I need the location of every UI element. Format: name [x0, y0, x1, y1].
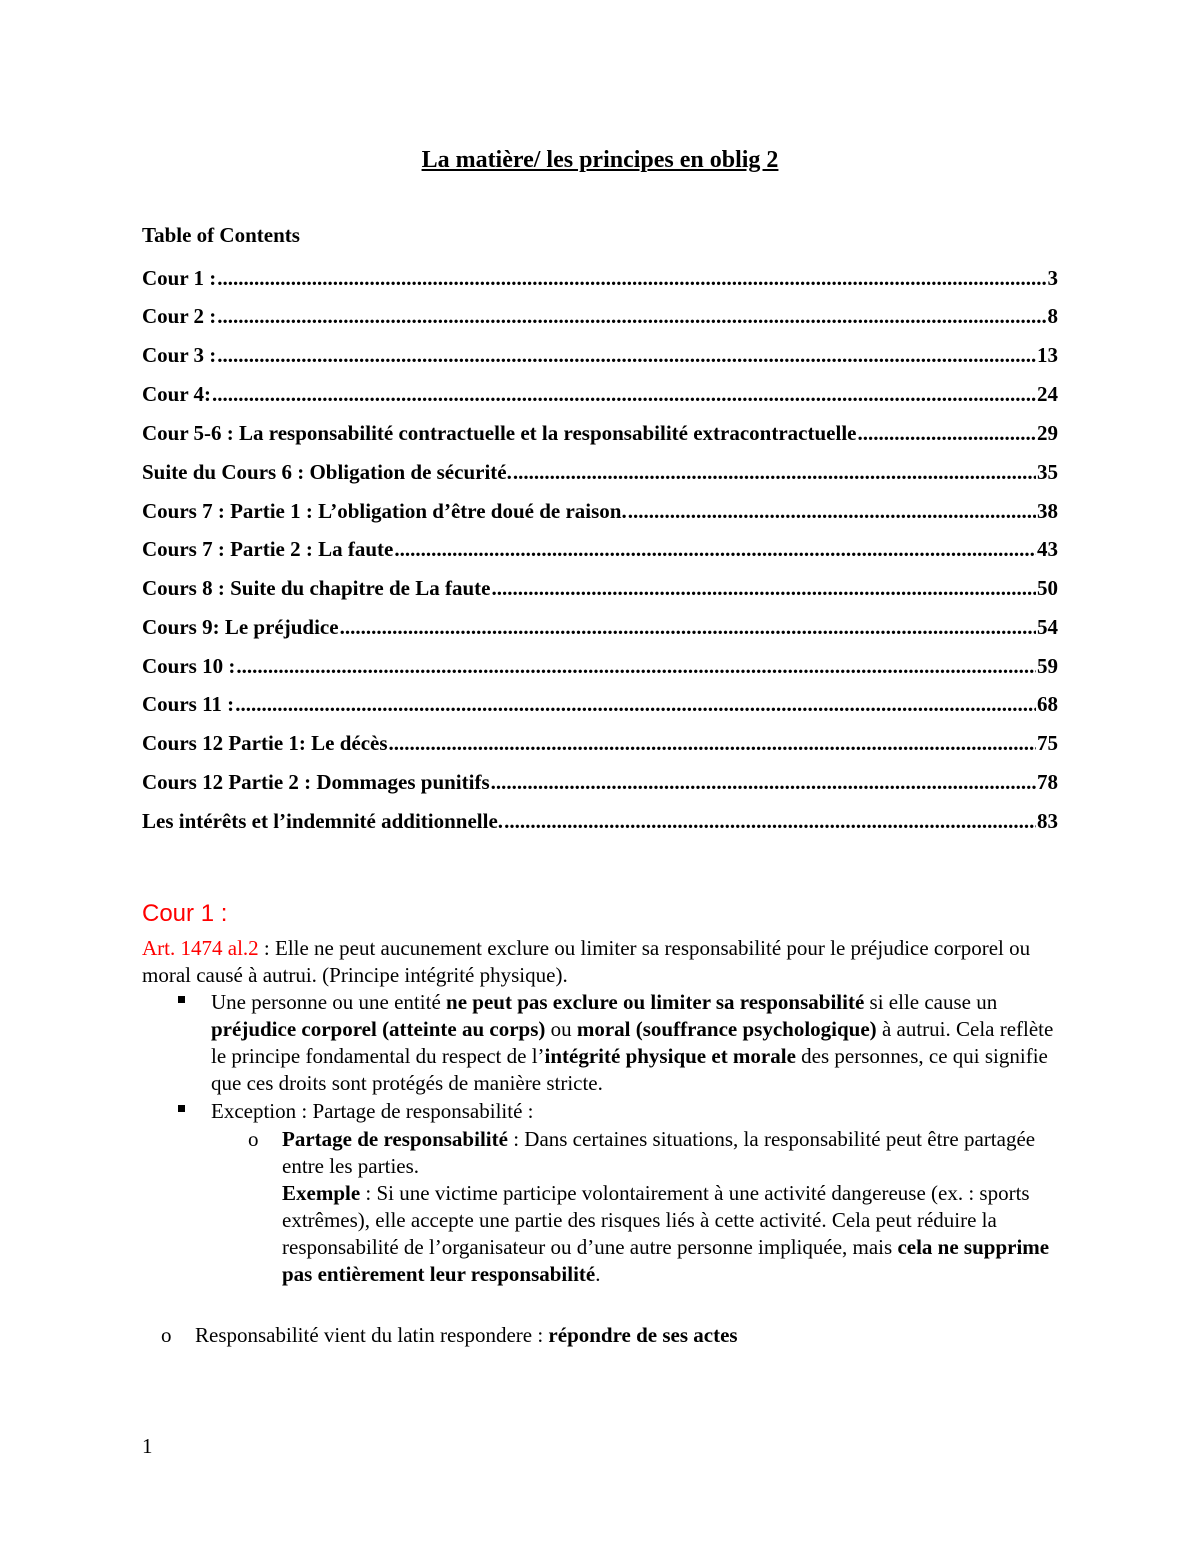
toc-entry[interactable]	[142, 497, 1058, 525]
toc-entry-label: Cours 12 Partie 1: Le décès	[142, 731, 388, 755]
toc-entry-label: Cours 10 :	[142, 654, 236, 678]
toc-entry[interactable]	[142, 264, 1058, 292]
toc-entry-page: 43	[1037, 537, 1058, 561]
toc-leader-dots	[504, 807, 1036, 835]
bullet-text: : Si une victime participe volontairement à une activité dangereuse (ex. : sports extrêmes), elle accepte une partie des risques liés à cette activité. Cela peut réduire la responsabilité de l’organisateur ou d’une autre personne impliquée, mais	[282, 1181, 1030, 1259]
square-bullet-icon	[178, 996, 185, 1003]
toc-entry-page: 35	[1037, 460, 1058, 484]
toc-leader-dots	[491, 574, 1036, 602]
article-paragraph	[142, 935, 1062, 989]
circle-bullet-icon: o	[161, 1323, 172, 1347]
toc-entry-label: Cour 4:	[142, 382, 212, 406]
toc-leader-dots	[857, 419, 1036, 447]
bullet-bold-text: intégrité physique et morale	[544, 1044, 796, 1068]
bullet-bold-text: cela ne supprime pas entièrement leur responsabilité	[282, 1235, 1050, 1286]
toc-entry[interactable]	[142, 302, 1058, 330]
bullet-paragraph: Exception : Partage de responsabilité :	[211, 1099, 534, 1123]
page-number: 1	[142, 1434, 153, 1458]
toc-entry[interactable]	[142, 613, 1058, 641]
bullet-text: Une personne ou une entité	[211, 990, 447, 1014]
toc-leader-dots	[491, 768, 1036, 796]
sub-bullet-paragraph	[282, 1126, 1072, 1288]
toc-entry-label: Les intérêts et l’indemnité additionnelle.	[142, 809, 504, 833]
toc-entry-page: 13	[1037, 343, 1058, 367]
bullet-bold-text: répondre de ses actes	[548, 1323, 738, 1347]
toc-entry-page: 38	[1037, 499, 1058, 523]
toc-leader-dots	[235, 690, 1036, 718]
toc-entry[interactable]	[142, 729, 1058, 757]
bullet-text: .	[595, 1262, 601, 1286]
toc-leader-dots	[513, 458, 1036, 486]
toc-leader-dots	[340, 613, 1036, 641]
toc-entry-page: 68	[1037, 692, 1058, 716]
toc-entry-page: 54	[1037, 615, 1058, 639]
toc-leader-dots	[389, 729, 1036, 757]
bullet-text: si elle cause un	[864, 990, 998, 1014]
toc-entry-label: Cours 9: Le préjudice	[142, 615, 339, 639]
toc-entry-label: Cours 12 Partie 2 : Dommages punitifs	[142, 770, 490, 794]
toc-entry-label: Cours 7 : Partie 2 : La faute	[142, 537, 394, 561]
bullet-bold-text: ne peut pas exclure ou limiter sa responsabilité	[446, 990, 865, 1014]
toc-heading: Table of Contents	[142, 223, 300, 247]
square-bullet-icon	[178, 1105, 185, 1112]
toc-entry-label: Cours 11 :	[142, 692, 235, 716]
circle-bullet-icon: o	[248, 1127, 259, 1151]
toc-entry-page: 29	[1037, 421, 1058, 445]
article-text: : Elle ne peut aucunement exclure ou limiter sa responsabilité pour le préjudice corporel ou moral causé à autrui. (Principe intégrité physique).	[142, 936, 1031, 987]
toc-leader-dots	[217, 264, 1046, 292]
toc-entry[interactable]	[142, 652, 1058, 680]
toc-entry-page: 78	[1037, 770, 1058, 794]
bullet-paragraph	[211, 989, 1061, 1097]
toc-entry-label: Cour 2 :	[142, 304, 217, 328]
toc-leader-dots	[628, 497, 1036, 525]
toc-leader-dots	[212, 380, 1036, 408]
toc-entry-page: 3	[1047, 266, 1058, 290]
toc-entry[interactable]	[142, 380, 1058, 408]
toc-entry-label: Cour 1 :	[142, 266, 217, 290]
toc-entry-label: Cour 3 :	[142, 343, 217, 367]
toc-entry[interactable]	[142, 690, 1058, 718]
section-heading: Cour 1 :	[142, 900, 228, 927]
toc-leader-dots	[217, 302, 1046, 330]
toc-entry[interactable]	[142, 341, 1058, 369]
article-reference: Art. 1474 al.2	[142, 936, 259, 960]
toc-leader-dots	[394, 535, 1036, 563]
toc-entry[interactable]	[142, 768, 1058, 796]
toc-entry-label: Suite du Cours 6 : Obligation de sécurité.	[142, 460, 512, 484]
toc-entry-page: 24	[1037, 382, 1058, 406]
bullet-text: : Dans certaines situations, la responsabilité peut être partagée entre les parties.	[282, 1127, 1036, 1178]
toc-entry-page: 50	[1037, 576, 1058, 600]
toc-entry-page: 75	[1037, 731, 1058, 755]
toc-entry[interactable]	[142, 807, 1058, 835]
toc-entry-label: Cour 5-6 : La responsabilité contractuelle et la responsabilité extracontractuelle	[142, 421, 857, 445]
bullet-text: des personnes, ce qui signifie que ces droits sont protégés de manière stricte.	[211, 1044, 1048, 1095]
toc-entry[interactable]	[142, 419, 1058, 447]
bullet-bold-text: préjudice corporel (atteinte au corps)	[211, 1017, 546, 1041]
toc-entry-page: 8	[1047, 304, 1058, 328]
bullet-text: à autrui. Cela reflète le principe fondamental du respect de l’	[211, 1017, 1054, 1068]
toc-entry-label: Cours 7 : Partie 1 : L’obligation d’être doué de raison.	[142, 499, 627, 523]
bullet-bold-text: Exemple	[282, 1181, 361, 1205]
bullet-bold-text: moral (souffrance psychologique)	[576, 1017, 877, 1041]
toc-entry-page: 59	[1037, 654, 1058, 678]
bullet-text: Responsabilité vient du latin respondere :	[195, 1323, 549, 1347]
bullet-text: ou	[545, 1017, 577, 1041]
bullet-bold-text: Partage de responsabilité	[282, 1127, 508, 1151]
toc-entry[interactable]	[142, 574, 1058, 602]
document-title: La matière/ les principes en oblig 2	[421, 147, 779, 173]
toc-entry-page: 83	[1037, 809, 1058, 833]
toc-entry[interactable]	[142, 535, 1058, 563]
bullet-paragraph	[195, 1322, 1055, 1349]
toc-entry-label: Cours 8 : Suite du chapitre de La faute	[142, 576, 491, 600]
toc-entry[interactable]	[142, 458, 1058, 486]
toc-leader-dots	[236, 652, 1036, 680]
toc-leader-dots	[217, 341, 1036, 369]
